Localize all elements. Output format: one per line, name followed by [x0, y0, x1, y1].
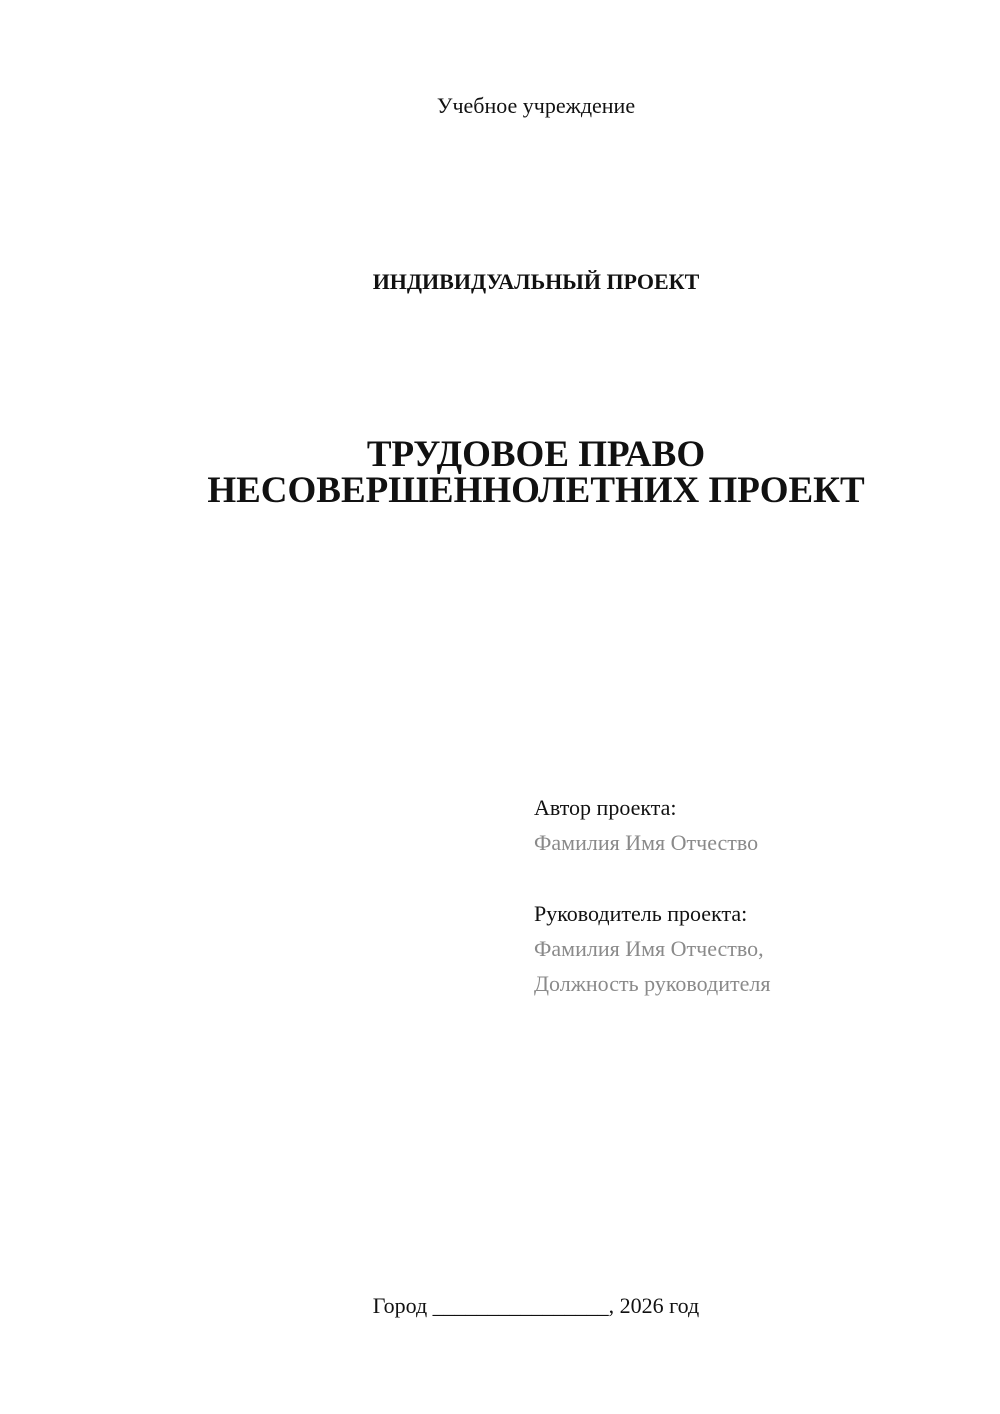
- supervisor-position: Должность руководителя: [534, 971, 771, 996]
- institution-name: Учебное учреждение: [436, 93, 636, 118]
- credits-block: [534, 790, 974, 1001]
- city-year-line: Город ________________, 2026 год: [372, 1293, 700, 1318]
- project-title-line-1: ТРУДОВОЕ ПРАВО: [366, 434, 706, 475]
- supervisor-name: Фамилия Имя Отчество,: [534, 936, 764, 961]
- document-type: ИНДИВИДУАЛЬНЫЙ ПРОЕКТ: [372, 269, 700, 294]
- project-title: [0, 434, 1000, 511]
- author-label: Автор проекта:: [534, 795, 677, 820]
- credits-spacer: [534, 860, 974, 896]
- project-title-line-2: НЕСОВЕРШЕННОЛЕТНИХ ПРОЕКТ: [207, 470, 865, 511]
- supervisor-label: Руководитель проекта:: [534, 901, 748, 926]
- author-name: Фамилия Имя Отчество: [534, 830, 759, 855]
